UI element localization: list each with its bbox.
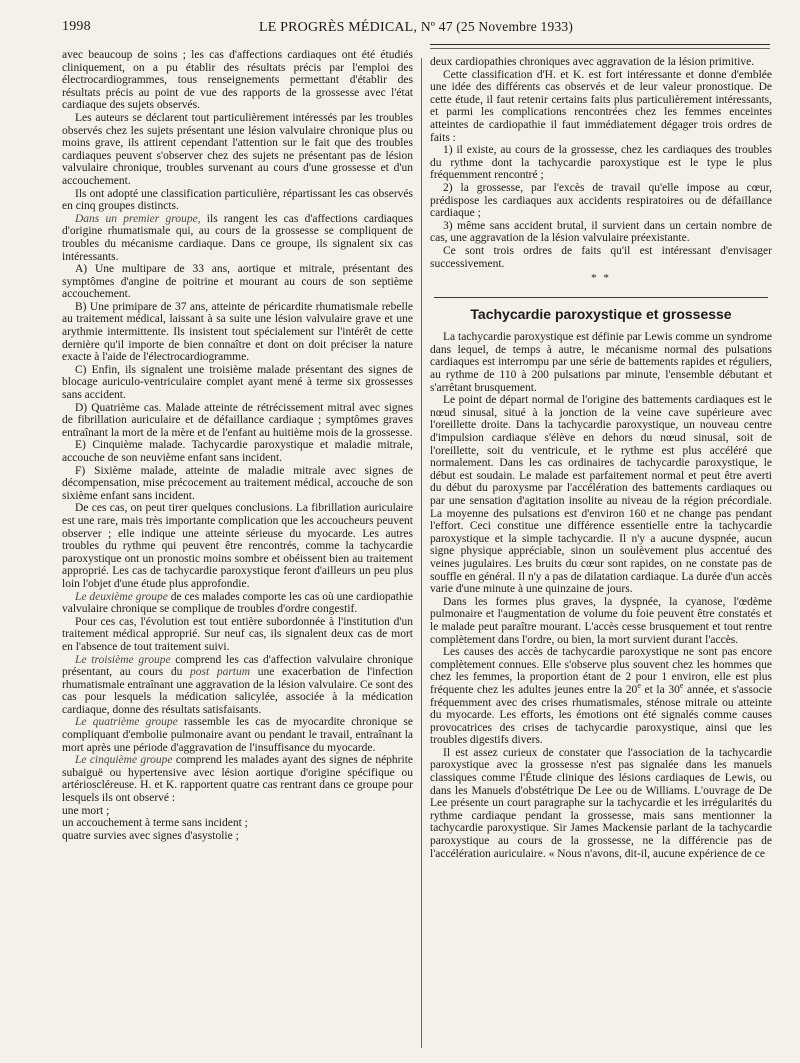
- header-rule-thin: [430, 48, 770, 49]
- case-e: E) Cinquième malade. Tachycardie paroxystique et maladie mitrale, accouche de son neuvième enfant sans incident.: [62, 439, 413, 464]
- italic-phrase: Le troisième groupe: [75, 653, 171, 666]
- paragraph-group-5: [62, 754, 413, 804]
- paragraph-group-2: [62, 591, 413, 616]
- paragraph: Dans les formes plus graves, la dyspnée, la cyanose, l'œdème pulmonaire et l'augmentation de volume du foie peuvent être constatés et le malade peut paraître mourant. L'accès cesse brusquement et tout rentre complètement dans l'ordre, ou bien, la mort survient durant l'accès.: [430, 595, 772, 646]
- paragraph: Pour ces cas, l'évolution est tout entière subordonnée à l'institution d'un traitement médical approprié. Sur neuf cas, ils signalent deux cas de mort en l'absence de tout traitement suivi.: [62, 615, 413, 653]
- paragraph: Ils ont adopté une classification particulière, répartissant les cas observés en cinq groupes distincts.: [62, 187, 413, 213]
- case-d: D) Quatrième cas. Malade atteinte de rétrécissement mitral avec signes de fibrillation auriculaire et de défaillance cardiaque ; symptômes graves entraînant la mort de la mère et de l'enfant au huitième mois de la grossesse.: [62, 401, 413, 439]
- case-f: F) Sixième malade, atteinte de maladie mitrale avec signes de décompensation, mise précocement au traitement médical, accouche de son sixième enfant sans incident.: [62, 464, 413, 502]
- journal-name: LE PROGRÈS MÉDICAL,: [258, 20, 418, 35]
- paragraph-group-3: [62, 654, 413, 717]
- numbered-item-3: 3) même sans accident brutal, il survient dans un certain nombre de cas, une aggravation de la lésion valvulaire préexistante.: [430, 219, 772, 245]
- text: une exacerbation de l'infection rhumatismale entraînant une aggravation de la lésion valvulaire. Ce sont des cas pour lesquels la médication salicylée, associée à la médication cardiaque, donne des résultats satisfaisants.: [62, 666, 413, 716]
- paragraph: Le point de départ normal de l'origine des battements cardiaques est le nœud sinusal, situé à la jonction de la veine cave supérieure avec l'oreillette droite. Dans la tachycardie paroxystique, un nouveau centre d'impulsion cardiaque s'élève en dehors du nœud sinusal, soit de l'oreillette, soit du ventricule, et le rythme est plus accéléré que normalement. Dans les cas ordinaires de tachycardie paroxystique, le début est soudain. Le malade est parfaitement normal et peut être averti du début du paroxysme par l'accélération des battements cardiaques ou par une sensation d'agitation insolite au niveau de la région précordiale. La moyenne des pulsations est d'environ 160 et ne change pas pendant l'effort. Ceci constitue une différence essentielle entre la tachycardie paroxystique et la simple tachycardie. Il n'y a aucune dyspnée, aucun signe physique appréciable, sinon un soulèvement plus accentué des veines jugulaires. Les bruits du cœur sont rapides, on ne constate pas de souffle en général. Il n'y a pas de dilatation cardiaque. La durée d'un accès varie d'une minute à une quinzaine de jours.: [430, 394, 772, 596]
- list-item: un accouchement à terme sans incident ;: [62, 817, 248, 830]
- right-column: [430, 56, 772, 860]
- list-item: une mort ;: [62, 804, 110, 817]
- text: ils rangent les cas d'affections cardiaques d'origine rhumatismale qui, au cours de la grossesse se compliquent de troubles du mécanisme cardiaque. Dans ce groupe, ils signalent six cas intéressants.: [62, 212, 413, 263]
- paragraph: De ces cas, on peut tirer quelques conclusions. La fibrillation auriculaire est une rare, mais très importante complication que les accoucheurs peuvent observer ; elle indique une atteinte sérieuse du myocarde. Les autres troubles du rythme qui peuvent être rencontrés, comme la tachycardie paroxystique ont un pronostic moins sombre et obéissent bien au traitement approprié. Les cas de tachycardie paroxystique feront d'ailleurs un peu plus loin l'objet d'une étude plus approfondie.: [62, 502, 413, 590]
- superscript: e: [679, 681, 684, 691]
- italic-phrase: Dans un premier groupe,: [75, 212, 201, 225]
- header-rule: [430, 44, 770, 45]
- issue-info: Nº 47 (25 Novembre 1933): [420, 19, 574, 34]
- column-divider: [421, 58, 422, 1048]
- case-c: C) Enfin, ils signalent une troisième malade présentant des signes de blocage auriculo-ventriculaire complet ayant mené à terme six grossesses sans accident.: [62, 363, 413, 402]
- paragraph-causes: [430, 646, 772, 747]
- case-a: A) Une multipare de 33 ans, aortique et mitrale, présentant des symptômes d'angine de poitrine et mourant au cours de son septième accouchement.: [62, 263, 413, 301]
- page-number: 1998: [62, 19, 91, 34]
- italic-phrase: Le quatrième groupe: [75, 716, 178, 729]
- text: et la 30: [640, 683, 680, 696]
- paragraph: deux cardiopathies chroniques avec aggravation de la lésion primitive.: [430, 56, 755, 68]
- italic-phrase: Le deuxième groupe: [75, 590, 168, 603]
- paragraph: Ce sont trois ordres de faits qu'il est intéressant d'envisager successivement.: [430, 244, 772, 270]
- list-item: quatre survies avec signes d'asystolie ;: [62, 829, 239, 842]
- text: de ces malades comporte les cas où une cardiopathie valvulaire chronique se complique de troubles d'ordre congestif.: [62, 590, 413, 616]
- numbered-item-2: 2) la grossesse, par l'excès de travail qu'elle impose au cœur, prédispose les cardiaques aux accidents respiratoires ou de défaillance cardiaque ;: [430, 181, 772, 220]
- left-column: [62, 49, 413, 842]
- text: rassemble les cas de myocardite chronique se compliquant d'embolie pulmonaire avant ou pendant le travail, entraînant la mort après une période d'aggravation de l'insuffisance du myocarde.: [62, 716, 413, 754]
- text: Les causes des accès de tachycardie paroxystique ne sont pas encore complètement connues. Elle s'observe plus souvent chez les hommes que chez les femmes, la proportion étant de 2 pour 1 environ, elle est plus fréquente chez les adultes jeunes entre la 20: [430, 646, 772, 696]
- running-title: [62, 19, 770, 36]
- page-header: [62, 19, 770, 41]
- superscript: e: [637, 681, 641, 691]
- text: année, et s'associe fréquemment avec des crises rhumatismales, sténose mitrale ou atteinte du myocarde. Les efforts, les émotions ont été signalés comme causes provocatrices des crises de tachycardie paroxystique, ainsi que les troubles digestifs divers.: [430, 683, 772, 747]
- paragraph-group-4: [62, 716, 413, 754]
- case-b: B) Une primipare de 37 ans, atteinte de péricardite rhumatismale rebelle au traitement médical, laissant à sa suite une lésion valvulaire grave et une arythmie intermittente. Ils insistent tout spécialement sur l'intérêt de cette dernière qu'il importe de bien connaître et dont on doit préciser la nature exacte à l'aide de l'électrocardiogramme.: [62, 300, 413, 364]
- paragraph: La tachycardie paroxystique est définie par Lewis comme un syndrome dans lequel, de temps à autre, le mécanisme normal des pulsations cardiaques est interrompu par une série de battements rapides et réguliers, au rythme de 110 à 200 pulsations par minute, l'ensemble débutant et s'arrêtant brusquement.: [430, 331, 772, 394]
- italic-phrase: Le cinquième groupe: [75, 754, 173, 767]
- numbered-item-1: 1) il existe, au cours de la grossesse, chez les cardiaques des troubles du rythme dont la tachycardie paroxystique est le type le plus fréquemment rencontré ;: [430, 144, 772, 182]
- text: comprend les malades ayant des signes de néphrite subaiguë ou hypertensive avec lésion aortique d'origine spécifique ou artérioscléreuse. H. et K. rapportent quatre cas rentrant dans ce groupe pour lesquels ils ont observé :: [62, 754, 413, 805]
- paragraph: Les auteurs se déclarent tout particulièrement intéressés par les troubles observés chez les sujets présentant une lésion valvulaire chronique plus ou moins grave, ils attirent cependant l'attention sur le fait que des troubles cardiaques peuvent s'observer chez des sujets ne présentant pas de lésion valvulaire chronique, troubles survenant au cours d'une grossesse et d'un accouchement.: [62, 111, 413, 187]
- text: comprend les cas d'affection valvulaire chronique présentant, au cours du: [62, 653, 413, 679]
- section-rule: [434, 297, 768, 298]
- italic-phrase: post partum: [190, 666, 251, 679]
- paragraph: Cette classification d'H. et K. est fort intéressante et donne d'emblée une idée des différents cas observés et de leur valeur pronostique. De cette étude, il faut retenir certains faits plus particulièrement intéressants, et parmi les complications rencontrées chez les femmes enceintes atteintes de cardiopathie il faut immédiatement dégager trois ordres de faits :: [430, 68, 772, 144]
- section-heading: Tachycardie paroxystique et grossesse: [470, 305, 732, 322]
- paragraph: avec beaucoup de soins ; les cas d'affections cardiaques ont été étudiés cliniquement, on a pu établir des résultats précis par l'emploi des électrocardiogrammes, tous renseignements permettant d'établir des résultats précis au point de vue des rapports de la grossesse avec l'état cardiaque des sujets observés.: [62, 49, 413, 112]
- section-ornament: * *: [591, 272, 611, 285]
- paragraph-group-1: [62, 213, 413, 263]
- paragraph: Il est assez curieux de constater que l'association de la tachycardie paroxystique avec la grossesse n'est pas signalée dans les manuels classiques comme l'Étude clinique des lésions cardiaques de Lewis, ou dans les Manuels d'obstétrique De Lee ou de Williams. L'ouvrage de De Lee présente un court paragraphe sur la tachycardie et les irrégularités du rythme cardiaque pendant la grossesse, mais sans mentionner la tachycardie paroxystique. Sir James Mackensie parlant de la tachycardie paroxystique au cours de la grossesse, ne la différencie pas de l'accélération auriculaire. « Nous n'avons, dit-il, aucune expérience de ce: [430, 746, 772, 860]
